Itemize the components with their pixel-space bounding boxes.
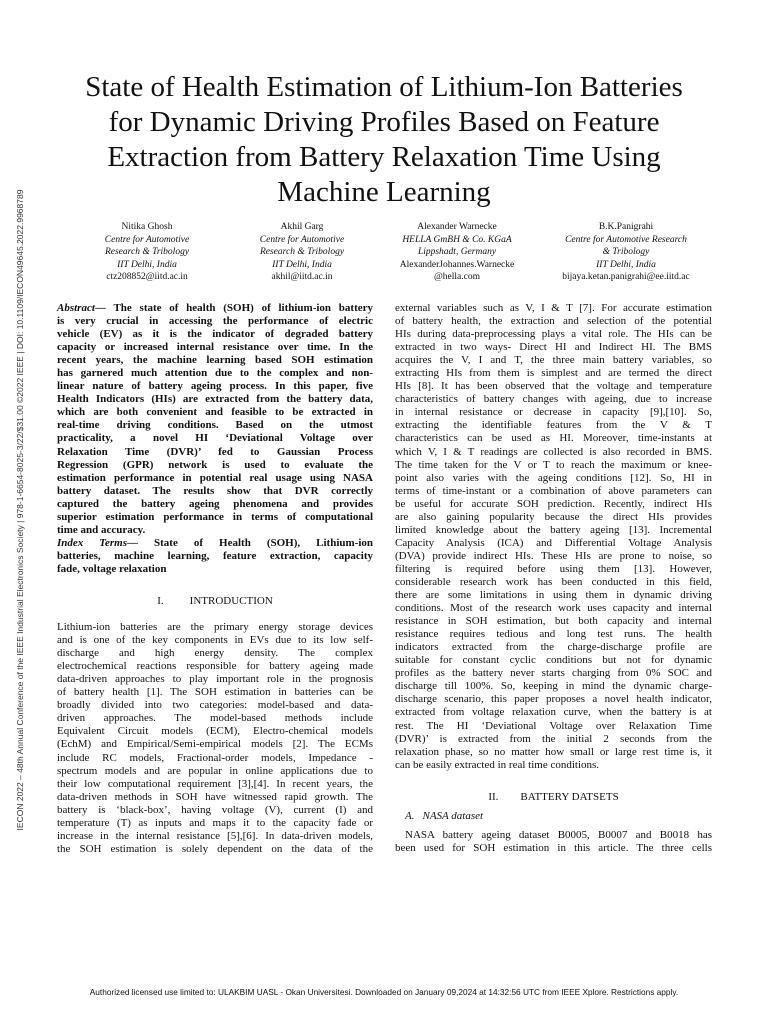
- abstract-label: Abstract—: [57, 302, 106, 314]
- body-line: acquires the V, I and T, the three main battery variables, so: [395, 354, 712, 367]
- author-affiliation: Research & Tribology: [104, 247, 190, 258]
- body-line: resistance in SOH estimation, but both capacity and internal: [395, 615, 712, 628]
- author-email: ctz208852@iitd.ac.in: [106, 272, 188, 283]
- body-line: broadly divided into two categories: model-based and data-: [57, 699, 373, 712]
- body-line: been used for SOH estimation in this article. The three cells: [395, 841, 712, 854]
- author-card: [382, 221, 532, 284]
- body-line: conditions. Most of the research work uses capacity and internal: [395, 602, 712, 615]
- spacer: [57, 576, 373, 589]
- author-affiliation: IIT Delhi, India: [117, 259, 177, 270]
- body-line: extracting the identifiable features from the V & T: [395, 419, 712, 432]
- left-column: [57, 302, 373, 856]
- paper-title: [40, 70, 728, 210]
- body-line: relaxation phase, so no matter how small or large rest time is, it: [395, 745, 712, 758]
- abstract-line: practicality, a novel HI ‘Deviational Voltage over: [57, 432, 373, 445]
- body-line: their low computational requirement [3],[4]. In recent years, the: [57, 777, 373, 790]
- body-line: considerable research work has been conducted in this field,: [395, 575, 712, 588]
- section-title: INTRODUCTION: [189, 594, 273, 607]
- body-line: (DVA) provide indirect HIs. These HIs are prone to noise, so: [395, 549, 712, 562]
- author-card: [82, 221, 212, 284]
- author-email: bijaya.ketan.panigrahi@ee.iitd.ac: [562, 272, 690, 283]
- index-terms-line: [57, 537, 373, 550]
- subsection-heading: [395, 810, 712, 823]
- body-line: data-driven methods in SOH have witnessed rapid growth. The: [57, 790, 373, 803]
- body-line: Capacity Analysis (ICA) and Differential Voltage Analysis: [395, 536, 712, 549]
- body-line: The time taken for the V or T to reach the maximum or knee-: [395, 458, 712, 471]
- body-line: of battery health [1]. The SOH estimation in batteries can be: [57, 686, 373, 699]
- body-line: (DVR)’ is extracted from the initial 2 seconds from the: [395, 732, 712, 745]
- introduction-body-continued: [395, 302, 712, 772]
- section-number: I.: [157, 594, 164, 607]
- body-line: NASA battery ageing dataset B0005, B0007 and B0018 has: [405, 828, 712, 841]
- body-line: in internal resistance or decrease in capacity [9],[10]. So,: [395, 406, 712, 419]
- body-line: data-driven approaches to play important role in the prognosis: [57, 673, 373, 686]
- abstract-line: recent years, the machine learning based SOH estimation: [57, 354, 373, 367]
- title-line: Extraction from Battery Relaxation Time Using: [107, 141, 661, 173]
- body-line: terms of time-instant or a combination of above parameters can: [395, 484, 712, 497]
- author-affiliation: & Tribology: [602, 247, 650, 258]
- index-terms-text: State of Health (SOH), Lithium-ion: [138, 536, 373, 549]
- author-affiliation: Centre for Automotive Research: [565, 234, 687, 245]
- body-line: and is one of the key components in EVs due to its low self-: [57, 634, 373, 647]
- author-email: akhil@iitd.ac.in: [271, 272, 333, 283]
- body-line: discharge scenario, this paper proposes a novel health indicator,: [395, 693, 712, 706]
- body-line: rest. The HI ‘Deviational Voltage over Relaxation Time: [395, 719, 712, 732]
- body-line: electrochemical reactions responsible for battery ageing made: [57, 660, 373, 673]
- author-affiliation: Centre for Automotive: [259, 234, 345, 245]
- abstract-line: estimation performance in potential real usage using NASA: [57, 471, 373, 484]
- license-footer: Authorized licensed use limited to: ULAKBIM UASL - Okan Universitesi. Downloaded on January 09,2024 at 14:32:56 UTC from IEEE Xplore. Restrictions apply.: [89, 987, 679, 997]
- abstract-line: superior estimation performance in terms of computational: [57, 510, 373, 523]
- abstract-line: linear nature of battery ageing process. In this paper, five: [57, 380, 373, 393]
- author-name: Nitika Ghosh: [121, 222, 173, 232]
- nasa-dataset-body: [395, 829, 712, 855]
- body-line: characteristics can be used as HI. Moreover, time-instants at: [395, 432, 712, 445]
- author-name: B.K.Panigrahi: [598, 222, 654, 232]
- author-card: [237, 221, 367, 284]
- author-affiliation: Centre for Automotive: [104, 234, 190, 245]
- body-line: profiles as the battery never starts charging from 0% SOC and: [395, 667, 712, 680]
- abstract-line: Health Indicators (HIs) are extracted from the battery data,: [57, 393, 373, 406]
- abstract: [57, 302, 373, 537]
- abstract-line: is very crucial in accessing the performance of electric: [57, 315, 373, 328]
- body-line: discharge till 100%. So, keeping in mind the dynamic charge-: [395, 680, 712, 693]
- body-line: battery is ‘black-box’, having voltage (V), current (I) and: [57, 803, 373, 816]
- introduction-body: [57, 621, 373, 856]
- abstract-line: real-time driving conditions. Based on the utmost: [57, 419, 373, 432]
- body-line: which V, I & T readings are collected is also recorded in BMS.: [395, 445, 712, 458]
- conference-sidebar-text: IECON 2022 – 48th Annual Conference of the IEEE Industrial Electronics Society | 978-1-6654-8025-3/22/$31.00 ©2022 IEEE | DOI: 10.1109/IECON49645.2022.9968789: [15, 189, 25, 831]
- section-heading: [57, 595, 373, 608]
- body-line: (EchM) and Empirical/Semi-empirical models [2]. The ECMs: [57, 738, 373, 751]
- abstract-line: [57, 302, 373, 315]
- body-line: Lithium-ion batteries are the primary energy storage devices: [57, 621, 373, 634]
- body-line: increase in the internal resistance [5],[6]. In data-driven models,: [57, 829, 373, 842]
- body-line: driven approaches. The model-based methods include: [57, 712, 373, 725]
- abstract-text: The state of health (SOH) of lithium-ion battery: [105, 302, 373, 314]
- section-title: BATTERY DATSETS: [520, 790, 619, 803]
- body-line: external variables such as V, I & T [7]. For accurate estimation: [395, 302, 712, 314]
- body-line: can be easily extracted in real time conditions.: [395, 758, 600, 771]
- index-terms: [57, 537, 373, 576]
- body-line: spectrum models and are popular in online applications due to: [57, 764, 373, 777]
- author-affiliation: IIT Delhi, India: [272, 259, 332, 270]
- body-line: extracted in two ways- Direct HI and Indirect HI. The BMS: [395, 341, 712, 354]
- abstract-line: has garnered much attention due to the complex and non-: [57, 367, 373, 380]
- spacer: [395, 772, 712, 785]
- abstract-line: time and accuracy.: [57, 523, 146, 536]
- body-line: limited knowledge about the battery ageing [13]. Incremental: [395, 523, 712, 536]
- body-line: temperature (T) as inputs and maps it to the capacity fade or: [57, 816, 373, 829]
- conference-sidebar: [12, 150, 28, 870]
- author-affiliation: HELLA GmBH & Co. KGaA: [402, 234, 512, 245]
- subsection-title: NASA dataset: [422, 809, 484, 822]
- body-line: extracting HIs from them is simplest and are termed the direct: [395, 367, 712, 380]
- body-line: filtering is required before using them [13]. However,: [395, 562, 712, 575]
- body-line: extracted from voltage relaxation curve, when the battery is at: [395, 706, 712, 719]
- abstract-line: which are both convenient and feasible to be extracted in: [57, 406, 373, 419]
- title-line: for Dynamic Driving Profiles Based on Feature: [108, 106, 660, 138]
- body-line: HIs [8]. It has been observed that the voltage and temperature: [395, 380, 712, 393]
- body-line: the SOH estimation is solely dependent on the data of the: [57, 842, 373, 855]
- body-line: be useful for accurate SOH prediction. Recently, indirect HIs: [395, 497, 712, 510]
- body-line: resistance requires tedious and long test runs. The health: [395, 628, 712, 641]
- body-line: characteristics of battery changes with ageing, due to increase: [395, 393, 712, 406]
- section-heading: [395, 791, 712, 804]
- author-affiliation: Research & Tribology: [259, 247, 345, 258]
- author-name: Alexander Warnecke: [417, 222, 497, 232]
- index-terms-line: batteries, machine learning, feature extraction, capacity: [57, 549, 373, 562]
- subsection-label: A.: [405, 809, 415, 822]
- body-line: of battery health, the extraction and selection of the potential: [395, 315, 712, 328]
- abstract-line: Regression (GPR) network is used to evaluate the: [57, 458, 373, 471]
- author-card: [543, 221, 709, 284]
- author-affiliation: Lippshadt, Germany: [417, 247, 497, 258]
- body-line: suitable for constant cyclic conditions but not for dynamic: [395, 654, 712, 667]
- body-line: indicators extracted from the charge-discharge profile are: [395, 641, 712, 654]
- body-line: point also varies with the ageing conditions [12]. So, HI in: [395, 471, 712, 484]
- author-affiliation: IIT Delhi, India: [596, 259, 656, 270]
- body-line: are also gaining popularity because the direct HIs provides: [395, 510, 712, 523]
- title-line: Machine Learning: [277, 176, 491, 208]
- body-line: there are some limitations in using them in dynamic driving: [395, 589, 712, 602]
- title-line: State of Health Estimation of Lithium-Ion Batteries: [85, 71, 683, 103]
- section-number: II.: [488, 790, 499, 803]
- index-terms-label: Index Terms—: [57, 536, 139, 549]
- abstract-line: vehicle (EV) as it is the indicator of degraded battery: [57, 328, 373, 341]
- spacer: [57, 608, 373, 621]
- body-line: HIs during data-preprocessing plays a vital role. The HIs can be: [395, 328, 712, 341]
- right-column: [395, 302, 712, 855]
- abstract-line: capacity or increased internal resistance over time. In the: [57, 341, 373, 354]
- abstract-line: captured the battery ageing phenomena and provides: [57, 497, 373, 510]
- author-email: @hella.com: [434, 272, 480, 283]
- author-name: Akhil Garg: [280, 222, 324, 232]
- author-email: AlexanderJohannes.Warnecke: [399, 259, 515, 270]
- abstract-line: Relaxation Time (DVR)’ fed to Gaussian Process: [57, 445, 373, 458]
- body-line: discharge and high energy density. The complex: [57, 647, 373, 660]
- abstract-line: battery dataset. The results show that DVR correctly: [57, 484, 373, 497]
- index-terms-line: fade, voltage relaxation: [57, 562, 167, 575]
- body-line: include RC models, Fractional-order models, Impedance -: [57, 751, 373, 764]
- body-line: Equivalent Circuit models (ECM), Electro-chemical models: [57, 725, 373, 738]
